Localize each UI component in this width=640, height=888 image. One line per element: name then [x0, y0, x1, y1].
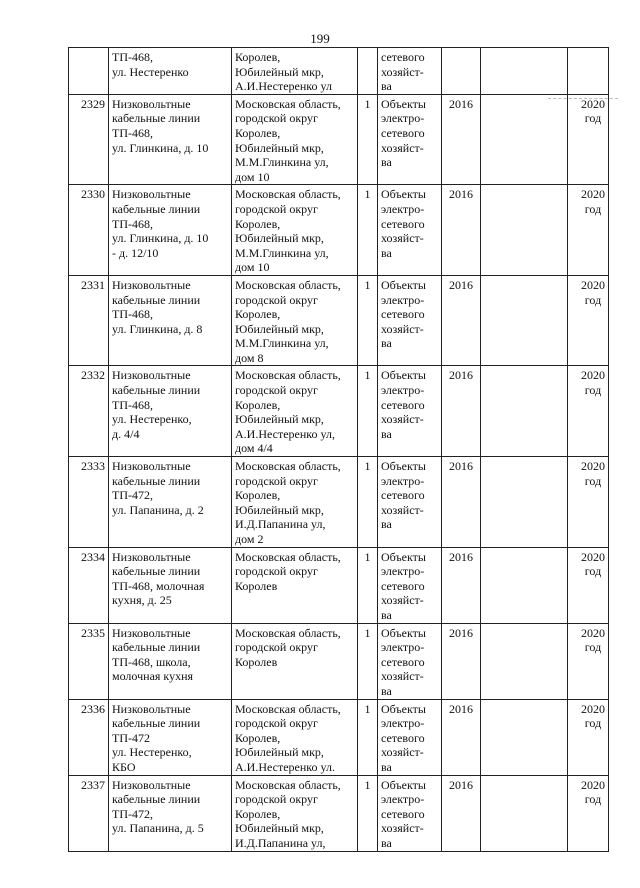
term-text: 2020 год — [581, 277, 605, 307]
cell-year: 2016 — [442, 275, 481, 366]
cell-number: 2332 — [69, 366, 109, 457]
cell-number: 2331 — [69, 275, 109, 366]
cell-category: Объекты электро- сетевого хозяйст- ва — [378, 699, 442, 775]
cell-year: 2016 — [442, 699, 481, 775]
cell-extra — [481, 775, 568, 851]
cell-number: 2334 — [69, 547, 109, 623]
cell-category: Объекты электро- сетевого хозяйст- ва — [378, 366, 442, 457]
cell-term — [568, 366, 609, 457]
cell-year: 2016 — [442, 547, 481, 623]
cell-extra — [481, 623, 568, 699]
cell-extra — [481, 547, 568, 623]
cell-address: Московская область, городской округ Королев, Юбилейный мкр, А.И.Нестеренко ул, дом 4/4 — [232, 366, 358, 457]
cell-extra — [481, 699, 568, 775]
cell-address: Московская область, городской округ Королев, Юбилейный мкр, М.М.Глинкина ул, дом 10 — [232, 94, 358, 185]
table-row — [69, 185, 609, 276]
cell-year: 2016 — [442, 366, 481, 457]
cell-extra — [481, 366, 568, 457]
cell-year: 2016 — [442, 775, 481, 851]
cell-extra — [481, 48, 568, 95]
table-row — [69, 699, 609, 775]
cell-term — [568, 275, 609, 366]
cell-term — [568, 185, 609, 276]
cell-quantity: 1 — [358, 623, 378, 699]
table-row — [69, 457, 609, 548]
page-number: 199 — [310, 31, 330, 46]
cell-category: Объекты электро- сетевого хозяйст- ва — [378, 775, 442, 851]
cell-term — [568, 775, 609, 851]
cell-extra — [481, 457, 568, 548]
cell-name: Низковольтные кабельные линии ТП-472, ул. Папанина, д. 5 — [109, 775, 232, 851]
cell-number: 2336 — [69, 699, 109, 775]
cell-category: Объекты электро- сетевого хозяйст- ва — [378, 457, 442, 548]
cell-year — [442, 48, 481, 95]
cell-number: 2337 — [69, 775, 109, 851]
table-row — [69, 623, 609, 699]
cell-address: Московская область, городской округ Королев, Юбилейный мкр, М.М.Глинкина ул, дом 10 — [232, 185, 358, 276]
cell-quantity: 1 — [358, 94, 378, 185]
cell-number: 2333 — [69, 457, 109, 548]
cell-term — [568, 48, 609, 95]
cell-address: Московская область, городской округ Королев, Юбилейный мкр, И.Д.Папанина ул, — [232, 775, 358, 851]
cell-address: Московская область, городской округ Королев, Юбилейный мкр, М.М.Глинкина ул, дом 8 — [232, 275, 358, 366]
cell-term — [568, 94, 609, 185]
cell-quantity: 1 — [358, 775, 378, 851]
cell-quantity: 1 — [358, 185, 378, 276]
cell-term — [568, 457, 609, 548]
cell-category: Объекты электро- сетевого хозяйст- ва — [378, 623, 442, 699]
cell-category: сетевого хозяйст- ва — [378, 48, 442, 95]
cell-year: 2016 — [442, 623, 481, 699]
cell-term — [568, 547, 609, 623]
table-body — [69, 48, 609, 852]
cell-name: Низковольтные кабельные линии ТП-468, ул. Глинкина, д. 8 — [109, 275, 232, 366]
table-row — [69, 775, 609, 851]
cell-name: ТП-468, ул. Нестеренко — [109, 48, 232, 95]
cell-number: 2330 — [69, 185, 109, 276]
cell-extra — [481, 94, 568, 185]
cell-quantity: 1 — [358, 275, 378, 366]
cell-address: Московская область, городской округ Королев — [232, 547, 358, 623]
table-row — [69, 94, 609, 185]
term-text: 2020 год — [581, 777, 605, 807]
cell-term — [568, 699, 609, 775]
cell-name: Низковольтные кабельные линии ТП-468, ул. Глинкина, д. 10 - д. 12/10 — [109, 185, 232, 276]
term-text: 2020 год — [581, 625, 605, 655]
cell-category: Объекты электро- сетевого хозяйст- ва — [378, 185, 442, 276]
cell-term — [568, 623, 609, 699]
cell-quantity — [358, 48, 378, 95]
cell-name: Низковольтные кабельные линии ТП-468, ул. Нестеренко, д. 4/4 — [109, 366, 232, 457]
cell-quantity: 1 — [358, 547, 378, 623]
cell-address: Московская область, городской округ Королев — [232, 623, 358, 699]
cell-category: Объекты электро- сетевого хозяйст- ва — [378, 94, 442, 185]
term-text: 2020 год — [581, 701, 605, 731]
cell-year: 2016 — [442, 185, 481, 276]
table-row — [69, 366, 609, 457]
term-text: 2020 год — [581, 96, 605, 126]
cell-extra — [481, 275, 568, 366]
property-registry-table — [68, 47, 609, 852]
cell-address: Московская область, городской округ Королев, Юбилейный мкр, И.Д.Папанина ул, дом 2 — [232, 457, 358, 548]
cell-quantity: 1 — [358, 699, 378, 775]
table-row — [69, 275, 609, 366]
cell-quantity: 1 — [358, 457, 378, 548]
cell-year: 2016 — [442, 457, 481, 548]
cell-number: 2335 — [69, 623, 109, 699]
cell-extra — [481, 185, 568, 276]
cell-name: Низковольтные кабельные линии ТП-468, молочная кухня, д. 25 — [109, 547, 232, 623]
term-text: 2020 год — [581, 459, 605, 488]
cell-category: Объекты электро- сетевого хозяйст- ва — [378, 275, 442, 366]
cell-year: 2016 — [442, 94, 481, 185]
cell-name: Низковольтные кабельные линии ТП-472, ул. Папанина, д. 2 — [109, 457, 232, 548]
cell-name: Низковольтные кабельные линии ТП-468, школа, молочная кухня — [109, 623, 232, 699]
term-text: 2020 год — [581, 187, 605, 216]
table-row-continued — [69, 48, 609, 95]
cell-address: Королев, Юбилейный мкр, А.И.Нестеренко ул — [232, 48, 358, 95]
table-row — [69, 547, 609, 623]
cell-number — [69, 48, 109, 95]
cell-number: 2329 — [69, 94, 109, 185]
cell-address: Московская область, городской округ Королев, Юбилейный мкр, А.И.Нестеренко ул. — [232, 699, 358, 775]
term-text: 2020 год — [581, 549, 605, 579]
cell-name: Низковольтные кабельные линии ТП-468, ул. Глинкина, д. 10 — [109, 94, 232, 185]
cell-name: Низковольтные кабельные линии ТП-472 ул. Нестеренко, КБО — [109, 699, 232, 775]
cell-quantity: 1 — [358, 366, 378, 457]
cell-category: Объекты электро- сетевого хозяйст- ва — [378, 547, 442, 623]
term-text: 2020 год — [581, 368, 605, 398]
